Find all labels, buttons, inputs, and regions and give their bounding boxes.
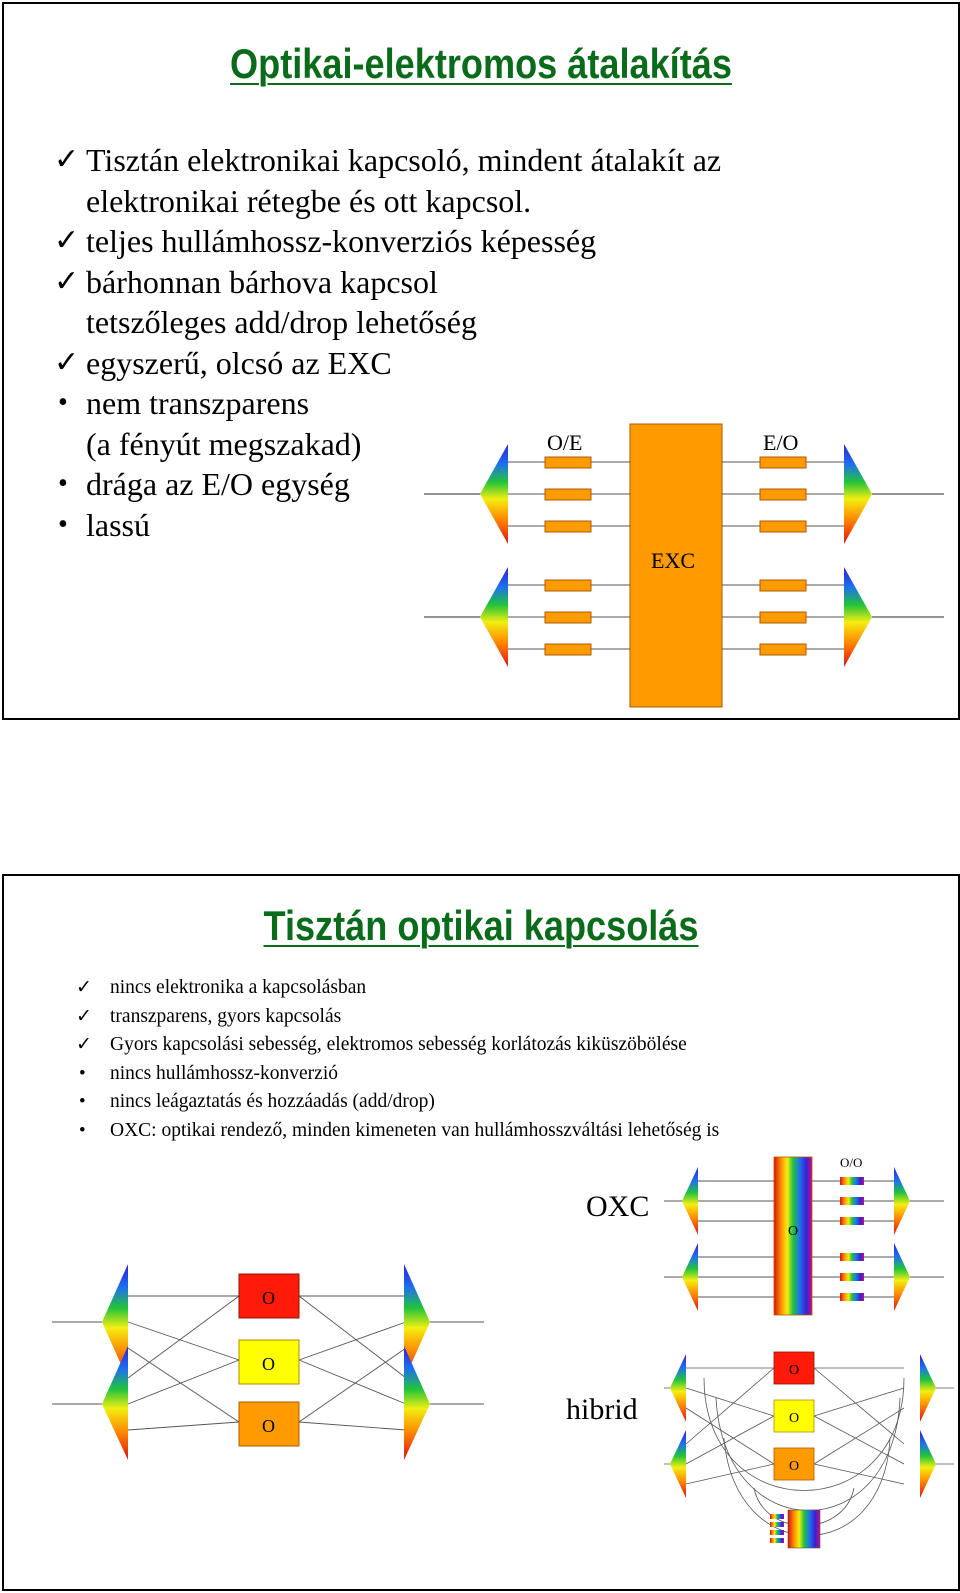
slide-all-optical-switching xyxy=(2,874,960,1591)
checkmark-icon: ✓ xyxy=(54,143,80,176)
wavelength-converter-icon xyxy=(840,1253,864,1261)
bullet-list xyxy=(76,974,719,1146)
hibrid-label: hibrid xyxy=(566,1393,638,1426)
mux-triangle-icon xyxy=(844,444,872,544)
list-item-continuation: elektronikai rétegbe és ott kapcsol. xyxy=(86,182,532,219)
oe-converter xyxy=(545,580,591,591)
switch-label: O xyxy=(789,1459,800,1474)
list-item: • OXC: optikai rendező, minden kimeneten van hullámhosszváltási lehetőség is xyxy=(76,1117,719,1146)
bullet-icon: • xyxy=(79,1119,86,1141)
checkmark-icon: ✓ xyxy=(76,1034,92,1056)
oo-label: O/O xyxy=(840,1155,863,1170)
bullet-icon: • xyxy=(58,508,68,540)
demux-triangle-icon xyxy=(682,1167,698,1235)
eo-converter xyxy=(760,612,806,623)
eo-converter xyxy=(760,489,806,500)
list-item: ✓ Gyors kapcsolási sebesség, elektromos sebesség korlátozás kiküszöbölése xyxy=(76,1031,719,1060)
wavelength-converter-icon xyxy=(840,1217,864,1225)
switch-o-label: O xyxy=(788,1224,799,1239)
list-item: ✓ egyszerű, olcsó az EXC xyxy=(54,343,721,384)
checkmark-icon: ✓ xyxy=(54,345,80,379)
wavelength-converter-block xyxy=(788,1510,820,1548)
mux-triangle-icon xyxy=(404,1346,430,1460)
demux-triangle-icon xyxy=(682,1243,698,1311)
list-item: • drága az E/O egység xyxy=(54,464,721,505)
oxc-diagram xyxy=(664,1153,944,1323)
wavelength-converter-group xyxy=(840,1177,864,1301)
oxc-label: OXC xyxy=(586,1190,650,1223)
list-item: ✓ teljes hullámhossz-konverziós képesség xyxy=(54,221,721,262)
eo-converter xyxy=(760,521,806,532)
oe-converter xyxy=(545,457,591,468)
hybrid-switch-diagram xyxy=(664,1338,954,1588)
checkmark-icon: ✓ xyxy=(76,1005,92,1027)
oe-label: O/E xyxy=(547,430,583,455)
switch-label: O xyxy=(262,1354,275,1374)
bullet-icon: • xyxy=(58,387,68,418)
switch-label: O xyxy=(789,1363,800,1378)
bullet-icon: • xyxy=(79,1091,86,1113)
checkmark-icon: ✓ xyxy=(54,264,80,298)
eo-converter xyxy=(760,580,806,591)
demux-triangle-icon xyxy=(480,567,508,667)
list-item: • nincs leágaztatás és hozzáadás (add/drop) xyxy=(76,1088,719,1117)
oe-converter xyxy=(545,489,591,500)
list-item: • nincs hullámhossz-konverzió xyxy=(76,1060,719,1089)
mux-triangle-icon xyxy=(920,1354,936,1422)
eo-converter xyxy=(760,644,806,655)
exc-diagram xyxy=(424,422,944,712)
mux-triangle-icon xyxy=(844,567,872,667)
switch-label: O xyxy=(262,1288,275,1308)
switch-label: O xyxy=(262,1416,275,1436)
wavelength-converter-icon xyxy=(840,1293,864,1301)
list-item: ✓ transzparens, gyors kapcsolás xyxy=(76,1003,719,1032)
slide-title: Tisztán optikai kapcsolás xyxy=(263,902,699,949)
list-item-continuation: tetszőleges add/drop lehetőség xyxy=(86,304,477,340)
bullet-icon: • xyxy=(79,1062,86,1084)
list-item: • lassú xyxy=(54,505,721,546)
oe-converter xyxy=(545,644,591,655)
list-item: ✓ bárhonnan bárhova kapcsol xyxy=(54,262,721,303)
list-item: ✓ Tisztán elektronikai kapcsoló, mindent átalakít az xyxy=(54,140,721,181)
eo-converter xyxy=(760,457,806,468)
optical-switch-fabric-diagram xyxy=(52,1256,484,1461)
demux-triangle-icon xyxy=(102,1346,128,1460)
mux-triangle-icon xyxy=(920,1430,936,1498)
exc-label: EXC xyxy=(651,548,695,573)
slide-title: Optikai-elektromos átalakítás xyxy=(230,40,732,87)
oe-converter xyxy=(545,612,591,623)
list-item: • nem transzparens xyxy=(54,383,721,424)
wavelength-converter-icon xyxy=(840,1273,864,1281)
slide-optical-electrical xyxy=(2,2,960,720)
demux-triangle-icon xyxy=(480,444,508,544)
list-item-continuation: (a fényút megszakad) xyxy=(86,425,362,462)
mux-triangle-icon xyxy=(894,1167,910,1235)
bullet-icon: • xyxy=(58,468,68,499)
eo-label: E/O xyxy=(763,430,799,455)
demux-triangle-icon xyxy=(670,1354,686,1422)
checkmark-icon: ✓ xyxy=(76,977,92,998)
switch-label: O xyxy=(789,1411,800,1426)
wavelength-converter-icon xyxy=(840,1177,864,1185)
oe-converter xyxy=(545,521,591,532)
checkmark-icon: ✓ xyxy=(54,224,80,257)
mux-triangle-icon xyxy=(894,1243,910,1311)
wavelength-converter-icon xyxy=(840,1197,864,1205)
list-item: ✓ nincs elektronika a kapcsolásban xyxy=(76,974,719,1003)
demux-triangle-icon xyxy=(670,1430,686,1498)
